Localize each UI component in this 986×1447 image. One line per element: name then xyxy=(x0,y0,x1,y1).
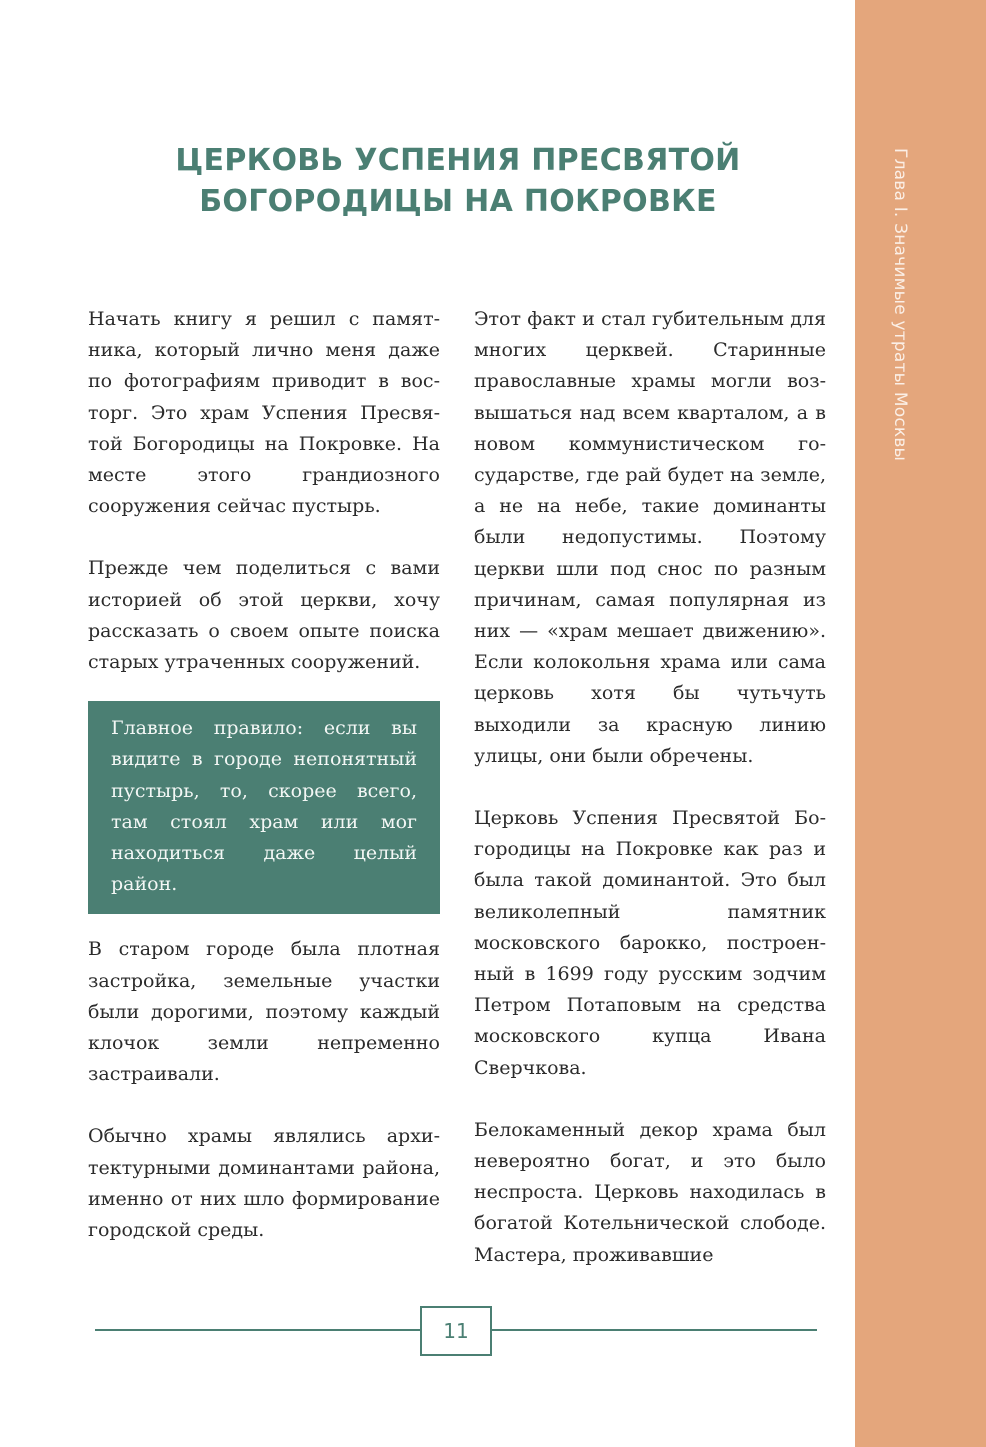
paragraph: Прежде чем поделиться с вами историей об этой церкви, хочу рассказать о своем опыте поиска старых утраченных сооружений. xyxy=(88,557,440,674)
left-column xyxy=(88,304,440,1277)
title-line-1: ЦЕРКОВЬ УСПЕНИЯ ПРЕСВЯТОЙ xyxy=(175,143,741,178)
callout-box: Главное правило: если вы видите в городе непонятный пустырь, то, скорее всего, там стоял храм или мог находиться даже целый район. xyxy=(88,701,440,914)
right-column xyxy=(474,304,826,1302)
paragraph: Обычно храмы являлись архитектурными доминантами района, именно от них шло формирование городской среды. xyxy=(88,1125,440,1242)
paragraph: Белокаменный декор храма был невероятно богат, и это было неспроста. Церковь находилась в богатой Котельнической слободе. Мастера, проживавшие xyxy=(474,1118,826,1266)
footer-rule-left xyxy=(95,1329,420,1331)
footer-rule-right xyxy=(492,1329,817,1331)
chapter-label: Глава I. Значимые утраты Москвы xyxy=(890,148,910,462)
paragraph: В старом городе была плотная застройка, земельные участки были дорогими, поэтому каждый клочок земли непременно застраивали. xyxy=(88,938,440,1086)
paragraph: Начать книгу я решил с памятника, который лично меня даже по фотографиям приводит в восторг. Это храм Успения Пресвятой Богородицы на Покровке. На месте этого грандиозного сооружения сейчас пустырь. xyxy=(88,308,440,518)
chapter-side-band xyxy=(855,0,986,1447)
paragraph: Церковь Успения Пресвятой Богородицы на Покровке как раз и была такой доминантой. Это был великолепный памятник московского барокко, построенный в 1699 году русским зодчим Петром Потаповым на средства московского купца Ивана Сверчкова. xyxy=(474,807,826,1079)
title-line-2: БОГОРОДИЦЫ НА ПОКРОВКЕ xyxy=(199,184,717,219)
page-title xyxy=(88,140,828,222)
page-number: 11 xyxy=(420,1306,492,1356)
paragraph: Этот факт и стал губительным для многих церквей. Старинные православные храмы могли возвышаться над всем кварталом, а в новом коммунистическом государстве, где рай будет на земле, а не на небе, такие доминанты были недопустимы. Поэтому церкви шли под снос по разным причинам, самая популярная из них — «храм мешает движению». Если колокольня храма или сама церковь хотя бы чутьчуть выходили за красную линию улицы, они были обречены. xyxy=(474,308,826,767)
